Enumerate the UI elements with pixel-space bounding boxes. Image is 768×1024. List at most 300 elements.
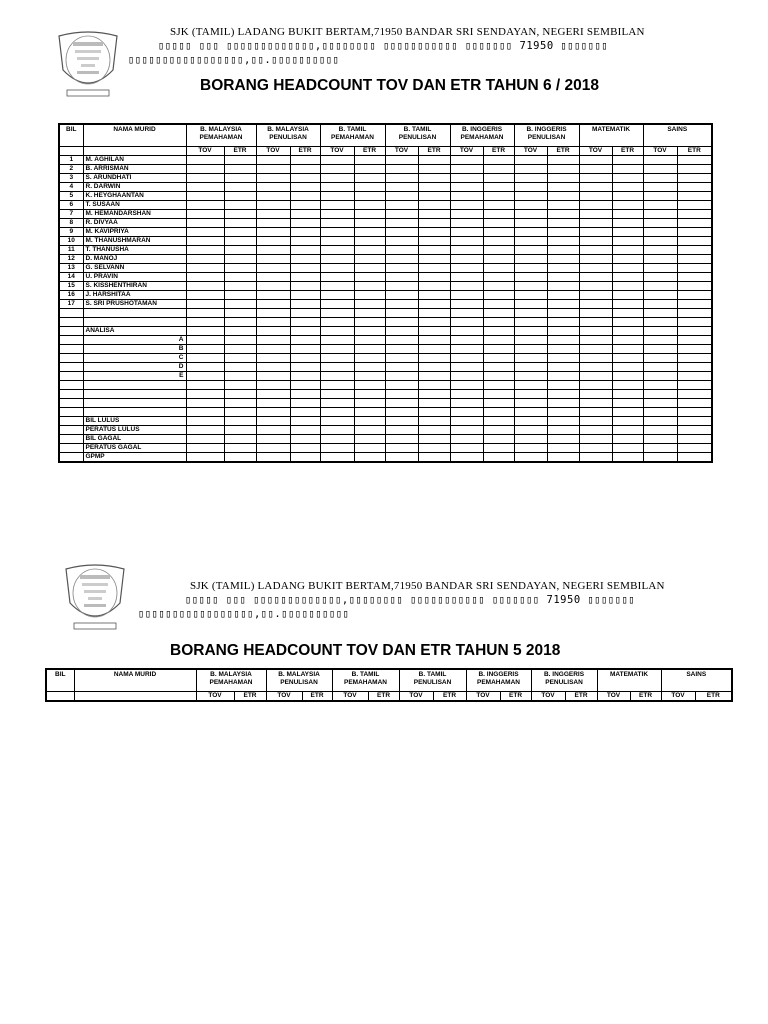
- score-input-cell: [256, 444, 290, 453]
- nama-cell: BIL GAGAL: [83, 435, 186, 444]
- score-input-cell: [677, 354, 712, 363]
- score-input-cell: [612, 390, 643, 399]
- score-input-cell: [418, 174, 450, 183]
- score-input-cell: [256, 264, 290, 273]
- score-input-cell: [547, 363, 579, 372]
- score-input-cell: [643, 381, 677, 390]
- tov-header: TOV: [661, 692, 695, 702]
- score-input-cell: [547, 219, 579, 228]
- score-input-cell: [256, 237, 290, 246]
- score-input-cell: [256, 228, 290, 237]
- score-input-cell: [579, 246, 612, 255]
- score-input-cell: [483, 237, 514, 246]
- score-input-cell: [256, 156, 290, 165]
- score-input-cell: [186, 237, 224, 246]
- score-input-cell: [418, 201, 450, 210]
- nama-cell: E: [83, 372, 186, 381]
- score-input-cell: [385, 408, 418, 417]
- score-input-cell: [256, 300, 290, 309]
- score-input-cell: [450, 219, 483, 228]
- score-input-cell: [547, 156, 579, 165]
- score-input-cell: [224, 318, 256, 327]
- nama-cell: [83, 390, 186, 399]
- subject-header: B. MALAYSIA PEMAHAMAN: [196, 669, 266, 692]
- bil-cell: [59, 363, 83, 372]
- bil-cell: [59, 417, 83, 426]
- score-input-cell: [224, 237, 256, 246]
- score-input-cell: [320, 435, 354, 444]
- score-input-cell: [320, 282, 354, 291]
- score-input-cell: [320, 417, 354, 426]
- score-input-cell: [320, 219, 354, 228]
- nama-cell: [83, 408, 186, 417]
- score-input-cell: [677, 426, 712, 435]
- score-input-cell: [354, 327, 385, 336]
- blank-cell: [46, 692, 74, 702]
- score-input-cell: [354, 408, 385, 417]
- score-input-cell: [643, 300, 677, 309]
- table-row: [59, 201, 712, 210]
- blank-cell: [74, 692, 196, 702]
- score-input-cell: [385, 264, 418, 273]
- bil-cell: 11: [59, 246, 83, 255]
- table-row: [59, 453, 712, 463]
- etr-header: ETR: [302, 692, 332, 702]
- score-input-cell: [483, 183, 514, 192]
- score-input-cell: [290, 354, 320, 363]
- table-row: [59, 246, 712, 255]
- school-logo: [62, 563, 128, 631]
- score-input-cell: [385, 228, 418, 237]
- score-input-cell: [418, 156, 450, 165]
- score-input-cell: [612, 318, 643, 327]
- score-input-cell: [450, 228, 483, 237]
- score-input-cell: [483, 372, 514, 381]
- score-input-cell: [354, 246, 385, 255]
- score-input-cell: [483, 282, 514, 291]
- score-input-cell: [290, 264, 320, 273]
- score-input-cell: [320, 300, 354, 309]
- table-row: [59, 165, 712, 174]
- score-input-cell: [514, 282, 547, 291]
- nama-cell: C: [83, 354, 186, 363]
- score-input-cell: [385, 246, 418, 255]
- score-input-cell: [418, 417, 450, 426]
- etr-header: ETR: [630, 692, 661, 702]
- score-input-cell: [514, 273, 547, 282]
- score-input-cell: [579, 417, 612, 426]
- score-input-cell: [677, 165, 712, 174]
- bil-header: BIL: [46, 669, 74, 692]
- score-input-cell: [514, 327, 547, 336]
- table-row: [59, 390, 712, 399]
- score-input-cell: [418, 246, 450, 255]
- subject-header: SAINS: [643, 124, 712, 147]
- score-input-cell: [643, 210, 677, 219]
- score-input-cell: [643, 453, 677, 463]
- score-input-cell: [547, 336, 579, 345]
- score-input-cell: [186, 435, 224, 444]
- score-input-cell: [320, 201, 354, 210]
- score-input-cell: [483, 453, 514, 463]
- score-input-cell: [224, 453, 256, 463]
- score-input-cell: [677, 417, 712, 426]
- score-input-cell: [418, 309, 450, 318]
- bil-cell: [59, 336, 83, 345]
- score-input-cell: [354, 255, 385, 264]
- score-input-cell: [450, 390, 483, 399]
- score-input-cell: [450, 246, 483, 255]
- score-input-cell: [643, 426, 677, 435]
- score-input-cell: [385, 174, 418, 183]
- score-input-cell: [677, 390, 712, 399]
- bil-cell: 2: [59, 165, 83, 174]
- table-row: [59, 255, 712, 264]
- score-input-cell: [514, 237, 547, 246]
- score-input-cell: [450, 399, 483, 408]
- score-input-cell: [450, 264, 483, 273]
- tov-header: TOV: [450, 147, 483, 156]
- score-input-cell: [579, 336, 612, 345]
- score-input-cell: [385, 390, 418, 399]
- score-input-cell: [418, 300, 450, 309]
- score-input-cell: [385, 372, 418, 381]
- bil-cell: 17: [59, 300, 83, 309]
- score-input-cell: [483, 435, 514, 444]
- score-input-cell: [290, 345, 320, 354]
- score-input-cell: [514, 183, 547, 192]
- school-logo: [55, 30, 121, 98]
- bil-cell: 7: [59, 210, 83, 219]
- score-input-cell: [290, 210, 320, 219]
- subject-header: SAINS: [661, 669, 732, 692]
- nama-cell: [83, 399, 186, 408]
- score-input-cell: [320, 444, 354, 453]
- tov-header: TOV: [399, 692, 433, 702]
- table-row: [59, 399, 712, 408]
- score-input-cell: [579, 426, 612, 435]
- subject-header: B. TAMIL PENULISAN: [399, 669, 466, 692]
- score-input-cell: [186, 426, 224, 435]
- score-input-cell: [579, 273, 612, 282]
- score-input-cell: [450, 336, 483, 345]
- score-input-cell: [547, 399, 579, 408]
- score-input-cell: [579, 372, 612, 381]
- score-input-cell: [256, 210, 290, 219]
- score-input-cell: [385, 345, 418, 354]
- score-input-cell: [677, 192, 712, 201]
- score-input-cell: [224, 372, 256, 381]
- score-input-cell: [450, 372, 483, 381]
- score-input-cell: [224, 435, 256, 444]
- score-input-cell: [579, 165, 612, 174]
- score-input-cell: [224, 165, 256, 174]
- score-input-cell: [547, 192, 579, 201]
- score-input-cell: [290, 156, 320, 165]
- score-input-cell: [514, 435, 547, 444]
- score-input-cell: [612, 255, 643, 264]
- bil-cell: [59, 408, 83, 417]
- score-input-cell: [547, 453, 579, 463]
- score-input-cell: [450, 291, 483, 300]
- score-input-cell: [643, 282, 677, 291]
- score-input-cell: [643, 246, 677, 255]
- score-input-cell: [579, 390, 612, 399]
- score-input-cell: [579, 237, 612, 246]
- score-input-cell: [450, 273, 483, 282]
- table-row: [59, 408, 712, 417]
- score-input-cell: [677, 201, 712, 210]
- nama-cell: M. KAVIPRIYA: [83, 228, 186, 237]
- subject-header: B. TAMIL PEMAHAMAN: [332, 669, 399, 692]
- score-input-cell: [514, 219, 547, 228]
- score-input-cell: [612, 336, 643, 345]
- score-input-cell: [450, 156, 483, 165]
- score-input-cell: [290, 165, 320, 174]
- nama-cell: [83, 381, 186, 390]
- score-input-cell: [385, 156, 418, 165]
- score-input-cell: [483, 273, 514, 282]
- score-input-cell: [186, 192, 224, 201]
- score-input-cell: [320, 336, 354, 345]
- score-input-cell: [354, 228, 385, 237]
- score-input-cell: [612, 174, 643, 183]
- bil-cell: [59, 354, 83, 363]
- score-input-cell: [418, 345, 450, 354]
- score-input-cell: [224, 282, 256, 291]
- score-input-cell: [354, 183, 385, 192]
- score-input-cell: [418, 381, 450, 390]
- bil-cell: [59, 390, 83, 399]
- score-input-cell: [256, 363, 290, 372]
- score-input-cell: [450, 174, 483, 183]
- score-input-cell: [256, 408, 290, 417]
- school-name-tamil-line1: ▯▯▯▯▯ ▯▯▯ ▯▯▯▯▯▯▯▯▯▯▯▯▯,▯▯▯▯▯▯▯▯ ▯▯▯▯▯▯▯▯▯▯▯ ▯▯▯▯▯▯▯ 71950 ▯▯▯▯▯▯▯: [185, 594, 636, 606]
- score-input-cell: [320, 237, 354, 246]
- score-input-cell: [643, 237, 677, 246]
- score-input-cell: [483, 264, 514, 273]
- score-input-cell: [677, 327, 712, 336]
- score-input-cell: [418, 444, 450, 453]
- score-input-cell: [186, 453, 224, 463]
- score-input-cell: [290, 291, 320, 300]
- nama-murid-header: NAMA MURID: [83, 124, 186, 147]
- score-input-cell: [643, 255, 677, 264]
- score-input-cell: [483, 336, 514, 345]
- score-input-cell: [677, 336, 712, 345]
- score-input-cell: [547, 372, 579, 381]
- tov-header: TOV: [320, 147, 354, 156]
- score-input-cell: [677, 246, 712, 255]
- score-input-cell: [186, 318, 224, 327]
- score-input-cell: [450, 381, 483, 390]
- score-input-cell: [677, 309, 712, 318]
- score-input-cell: [256, 426, 290, 435]
- score-input-cell: [547, 183, 579, 192]
- score-input-cell: [186, 156, 224, 165]
- score-input-cell: [547, 165, 579, 174]
- score-input-cell: [483, 255, 514, 264]
- score-input-cell: [224, 210, 256, 219]
- score-input-cell: [612, 201, 643, 210]
- tov-header: TOV: [579, 147, 612, 156]
- score-input-cell: [643, 435, 677, 444]
- score-input-cell: [186, 219, 224, 228]
- score-input-cell: [450, 318, 483, 327]
- score-input-cell: [514, 192, 547, 201]
- score-input-cell: [579, 327, 612, 336]
- score-input-cell: [612, 372, 643, 381]
- score-input-cell: [579, 192, 612, 201]
- score-input-cell: [354, 363, 385, 372]
- score-input-cell: [483, 381, 514, 390]
- score-input-cell: [547, 426, 579, 435]
- bil-cell: [59, 345, 83, 354]
- score-input-cell: [643, 219, 677, 228]
- subject-header: MATEMATIK: [579, 124, 643, 147]
- nama-cell: U. PRAVIN: [83, 273, 186, 282]
- tov-header: TOV: [597, 692, 630, 702]
- score-input-cell: [290, 228, 320, 237]
- score-input-cell: [612, 444, 643, 453]
- score-input-cell: [354, 174, 385, 183]
- score-input-cell: [643, 336, 677, 345]
- score-input-cell: [320, 174, 354, 183]
- score-input-cell: [677, 174, 712, 183]
- score-input-cell: [677, 228, 712, 237]
- bil-cell: 5: [59, 192, 83, 201]
- score-input-cell: [677, 264, 712, 273]
- score-input-cell: [186, 300, 224, 309]
- score-input-cell: [256, 435, 290, 444]
- score-input-cell: [579, 201, 612, 210]
- nama-cell: ANALISA: [83, 327, 186, 336]
- score-input-cell: [290, 336, 320, 345]
- score-input-cell: [224, 408, 256, 417]
- table-row: [59, 192, 712, 201]
- score-input-cell: [514, 345, 547, 354]
- score-input-cell: [354, 354, 385, 363]
- table-row: [59, 381, 712, 390]
- score-input-cell: [483, 363, 514, 372]
- score-input-cell: [320, 228, 354, 237]
- score-input-cell: [354, 156, 385, 165]
- score-input-cell: [677, 183, 712, 192]
- score-input-cell: [256, 291, 290, 300]
- score-input-cell: [320, 309, 354, 318]
- score-input-cell: [450, 300, 483, 309]
- score-input-cell: [612, 291, 643, 300]
- score-input-cell: [677, 435, 712, 444]
- tov-header: TOV: [385, 147, 418, 156]
- score-input-cell: [643, 372, 677, 381]
- score-input-cell: [418, 219, 450, 228]
- bil-cell: [59, 318, 83, 327]
- score-input-cell: [643, 201, 677, 210]
- table-row: [59, 426, 712, 435]
- score-input-cell: [290, 453, 320, 463]
- score-input-cell: [290, 237, 320, 246]
- score-input-cell: [418, 435, 450, 444]
- score-input-cell: [354, 381, 385, 390]
- etr-header: ETR: [483, 147, 514, 156]
- score-input-cell: [290, 327, 320, 336]
- score-input-cell: [643, 165, 677, 174]
- score-input-cell: [579, 354, 612, 363]
- score-input-cell: [579, 228, 612, 237]
- score-input-cell: [643, 309, 677, 318]
- score-input-cell: [354, 444, 385, 453]
- bil-cell: [59, 426, 83, 435]
- table-row: [59, 345, 712, 354]
- score-input-cell: [354, 165, 385, 174]
- score-input-cell: [224, 363, 256, 372]
- table-row: [59, 354, 712, 363]
- score-input-cell: [418, 327, 450, 336]
- score-input-cell: [514, 210, 547, 219]
- score-input-cell: [256, 354, 290, 363]
- nama-cell: R. DARWIN: [83, 183, 186, 192]
- score-input-cell: [677, 345, 712, 354]
- table-row: [59, 372, 712, 381]
- score-input-cell: [612, 210, 643, 219]
- table-row: [59, 435, 712, 444]
- score-input-cell: [450, 363, 483, 372]
- score-input-cell: [547, 345, 579, 354]
- score-input-cell: [354, 300, 385, 309]
- score-input-cell: [224, 309, 256, 318]
- score-input-cell: [186, 399, 224, 408]
- score-input-cell: [418, 264, 450, 273]
- score-input-cell: [450, 327, 483, 336]
- score-input-cell: [385, 363, 418, 372]
- score-input-cell: [579, 345, 612, 354]
- score-input-cell: [290, 300, 320, 309]
- score-input-cell: [290, 246, 320, 255]
- etr-header: ETR: [565, 692, 597, 702]
- bil-cell: 10: [59, 237, 83, 246]
- score-input-cell: [579, 453, 612, 463]
- score-input-cell: [483, 192, 514, 201]
- score-input-cell: [643, 417, 677, 426]
- score-input-cell: [224, 390, 256, 399]
- nama-cell: PERATUS GAGAL: [83, 444, 186, 453]
- score-input-cell: [612, 246, 643, 255]
- score-input-cell: [514, 264, 547, 273]
- score-input-cell: [418, 399, 450, 408]
- score-input-cell: [418, 291, 450, 300]
- score-input-cell: [224, 426, 256, 435]
- score-input-cell: [320, 156, 354, 165]
- score-input-cell: [256, 273, 290, 282]
- score-input-cell: [677, 156, 712, 165]
- score-input-cell: [579, 255, 612, 264]
- score-input-cell: [450, 453, 483, 463]
- score-input-cell: [385, 336, 418, 345]
- score-input-cell: [186, 165, 224, 174]
- score-input-cell: [483, 309, 514, 318]
- table-row: [59, 174, 712, 183]
- etr-header: ETR: [418, 147, 450, 156]
- score-input-cell: [256, 417, 290, 426]
- score-input-cell: [612, 327, 643, 336]
- score-input-cell: [354, 201, 385, 210]
- score-input-cell: [677, 291, 712, 300]
- bil-cell: [59, 381, 83, 390]
- score-input-cell: [450, 309, 483, 318]
- score-input-cell: [290, 417, 320, 426]
- tov-header: TOV: [196, 692, 234, 702]
